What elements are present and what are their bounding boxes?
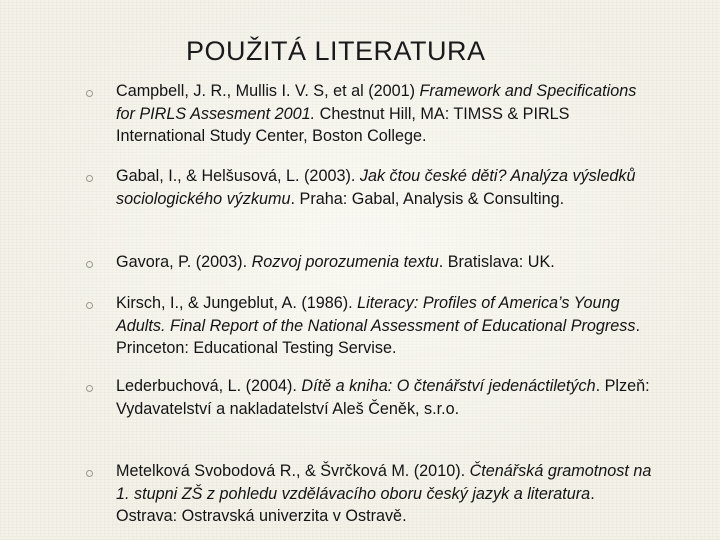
reference-title: Framework and Specifications for PIRLS Assesment 2001.: [116, 82, 637, 123]
reference-item: [116, 375, 656, 420]
reference-authors: Metelková Svobodová R., & Švrčková M. (2010).: [116, 462, 470, 480]
reference-item: [116, 251, 656, 274]
reference-authors: Campbell, J. R., Mullis I. V. S, et al (2001): [116, 82, 420, 100]
reference-title: Dítě a kniha: O čtenářství jedenáctiletých: [301, 377, 596, 395]
reference-publisher: Chestnut Hill, MA: TIMSS & PIRLS International Study Center, Boston College.: [116, 104, 570, 145]
reference-publisher: . Bratislava: UK.: [438, 253, 555, 271]
bullet-icon: [86, 175, 93, 182]
reference-authors: Gabal, I., & Helšusová, L. (2003).: [116, 167, 360, 185]
reference-authors: Gavora, P. (2003).: [116, 253, 252, 271]
bullet-icon: [86, 302, 93, 309]
reference-title: Jak čtou české děti? Analýza výsledků sociologického výzkumu: [116, 167, 636, 208]
bullet-icon: [86, 470, 93, 477]
reference-item: [116, 80, 656, 148]
reference-title: Rozvoj porozumenia textu: [251, 253, 439, 271]
reference-publisher: . Ostrava: Ostravská univerzita v Ostravě.: [116, 484, 595, 525]
reference-publisher: . Praha: Gabal, Analysis & Consulting.: [290, 189, 565, 208]
reference-item: [116, 165, 656, 210]
bullet-icon: [86, 90, 93, 97]
reference-authors: Kirsch, I., & Jungeblut, A. (1986).: [116, 294, 358, 312]
reference-title: Literacy: Profiles of America’s Young Adults. Final Report of the National Assessment of Educational Progress: [116, 294, 636, 335]
reference-item: [116, 460, 656, 528]
page-title: POUŽITÁ LITERATURA: [186, 36, 486, 66]
reference-publisher: . Princeton: Educational Testing Servise.: [116, 316, 640, 357]
reference-publisher: . Plzeň: Vydavatelství a nakladatelství Aleš Čeněk, s.r.o.: [116, 377, 650, 418]
bullet-icon: [86, 385, 93, 392]
reference-title: Čtenářská gramotnost na 1. stupni ZŠ z pohledu vzdělávacího oboru český jazyk a literatura: [116, 462, 652, 503]
reference-authors: Lederbuchová, L. (2004).: [116, 377, 302, 395]
reference-item: [116, 292, 656, 360]
bullet-icon: [86, 261, 93, 268]
